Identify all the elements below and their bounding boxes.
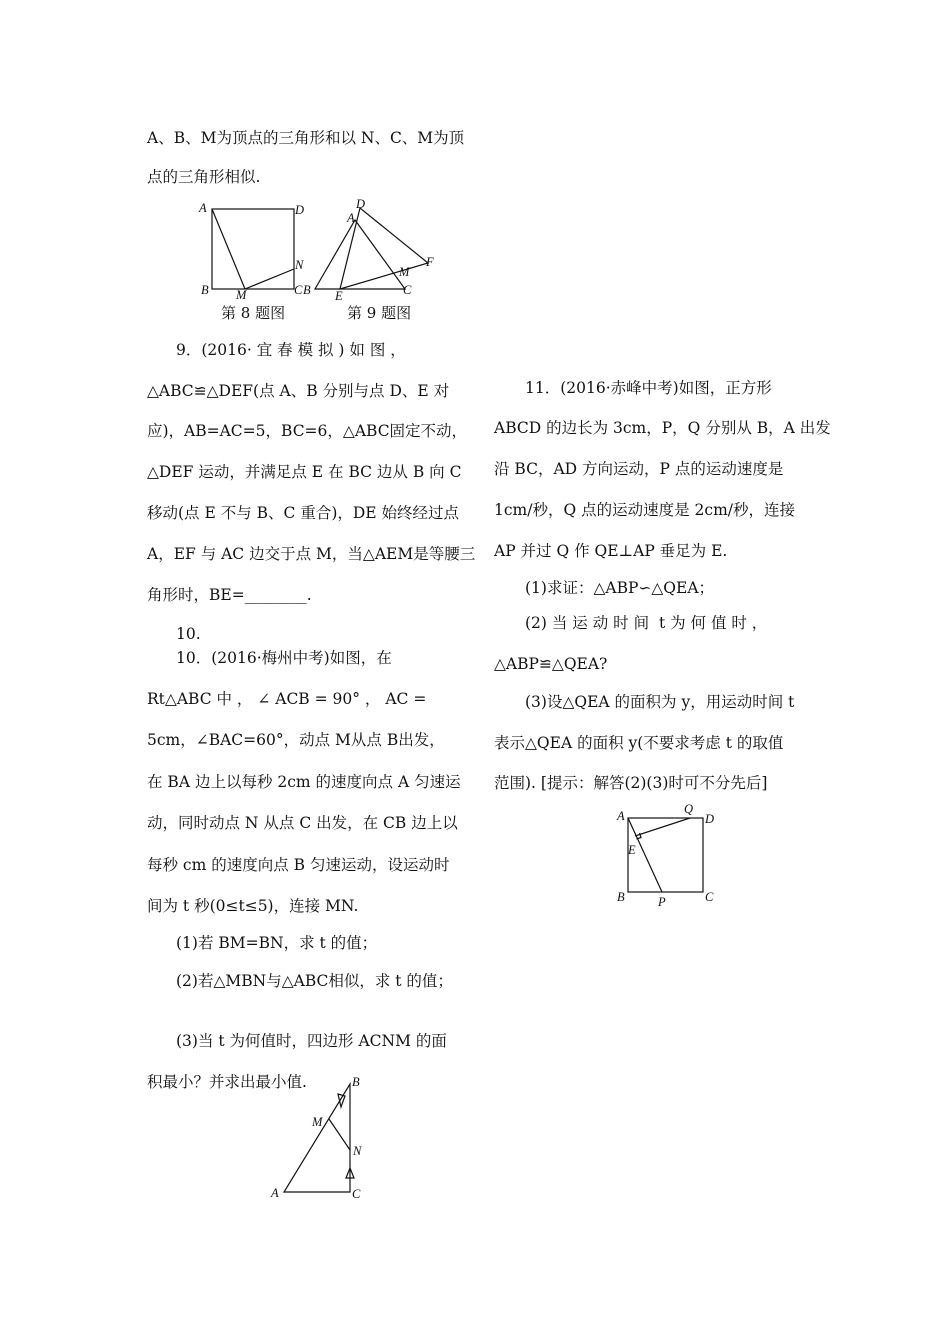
q11-line: 1cm/秒，Q 点的运动速度是 2cm/秒，连接: [494, 501, 795, 519]
q11-part: (1)求证：△ABP∽△QEA；: [525, 579, 715, 597]
q10-line: Rt△ABC 中 ， ∠ ACB = 90° ， AC =: [147, 690, 427, 708]
q10-line: 间为 t 秒(0≤t≤5)，连接 MN.: [147, 897, 359, 915]
q10-line: 在 BA 边上以每秒 2cm 的速度向点 A 匀速运: [147, 773, 461, 791]
q10-line: 10．(2016·梅州中考)如图，在: [176, 649, 392, 667]
intro-line-1: A、B、M为顶点的三角形和以 N、C、M为顶: [147, 129, 465, 147]
q9-line: 9．(2016· 宜 春 模 拟 ) 如 图 ，: [176, 341, 406, 359]
q9-line: △ABC≌△DEF(点 A、B 分别与点 D、E 对: [147, 382, 450, 400]
q11-line: ABCD 的边长为 3cm，P，Q 分别从 B，A 出发: [494, 419, 831, 437]
fig9-label-C: C: [403, 283, 412, 297]
fig11-label-A: A: [617, 809, 625, 823]
fig8-label-A: A: [199, 201, 207, 215]
fig11-label-C: C: [705, 890, 714, 904]
fig9-caption: 第 9 题图: [347, 304, 412, 322]
fig8-label-C: C: [294, 283, 303, 297]
fig9-label-D: D: [356, 197, 366, 211]
fig10-label-C: C: [352, 1187, 361, 1201]
q11-part: 表示△QEA 的面积 y(不要求考虑 t 的取值: [494, 734, 784, 752]
fig11-label-D: D: [705, 812, 715, 826]
fig9-label-M: M: [399, 265, 410, 279]
q11-line: 沿 BC，AD 方向运动，P 点的运动速度是: [494, 460, 784, 478]
q10-part: (1)若 BM=BN，求 t 的值；: [176, 934, 378, 952]
intro-line-2: 点的三角形相似.: [147, 168, 261, 186]
figure-9-diagram: [300, 196, 445, 302]
fig8-label-M: M: [236, 288, 247, 302]
fig9-label-B: B: [303, 283, 311, 297]
fig10-label-A: A: [271, 1186, 279, 1200]
q11-part: △ABP≌△QEA?: [494, 655, 608, 673]
fig8-label-N: N: [295, 258, 304, 272]
q11-part: 范围). [提示：解答(2)(3)时可不分先后]: [494, 774, 768, 792]
fig8-caption: 第 8 题图: [221, 304, 286, 322]
fig11-label-B: B: [617, 890, 625, 904]
q11-part: (2) 当 运 动 时 间 t 为 何 值 时 ，: [525, 614, 768, 632]
figure-11-diagram: [612, 800, 732, 910]
fig8-label-B: B: [201, 283, 209, 297]
q11-part: (3)设△QEA 的面积为 y，用运动时间 t: [525, 693, 795, 711]
q9-line: A，EF 与 AC 边交于点 M，当△AEM是等腰三: [147, 545, 476, 563]
q10-line: 每秒 cm 的速度向点 B 匀速运动，设运动时: [147, 856, 450, 874]
fig11-label-E: E: [628, 843, 636, 857]
q10-line: 动，同时动点 N 从点 C 出发，在 CB 边上以: [147, 814, 458, 832]
fig9-label-A: A: [347, 211, 355, 225]
q11-line: 11．(2016·赤峰中考)如图，正方形: [525, 379, 772, 397]
figure-10-diagram: [262, 1070, 372, 1205]
fig9-label-F: F: [426, 255, 434, 269]
fig11-label-Q: Q: [684, 802, 694, 816]
q10-part: 积最小？并求出最小值.: [147, 1073, 307, 1091]
fig10-label-M: M: [312, 1115, 323, 1129]
fig10-label-N: N: [353, 1144, 362, 1158]
q9-line: 移动(点 E 不与 B、C 重合)，DE 始终经过点: [147, 504, 460, 522]
q9-line: 应)，AB=AC=5，BC=6，△ABC固定不动，: [147, 422, 468, 440]
q10-line: 5cm，∠BAC=60°，动点 M从点 B出发，: [147, 731, 445, 749]
q9-line: △DEF 运动，并满足点 E 在 BC 边从 B 向 C: [147, 463, 462, 481]
fig10-label-B: B: [352, 1075, 360, 1089]
fig9-label-E: E: [335, 289, 343, 302]
fig11-label-P: P: [658, 895, 666, 909]
q9-line: 角形时，BE=________.: [147, 586, 312, 604]
q10-part: (3)当 t 为何值时，四边形 ACNM 的面: [176, 1032, 447, 1050]
fig8-label-D: D: [295, 203, 305, 217]
q11-line: AP 并过 Q 作 QE⊥AP 垂足为 E.: [494, 542, 728, 560]
q10-part: (2)若△MBN与△ABC相似，求 t 的值；: [176, 972, 453, 990]
q10-number-blank: 10.: [176, 625, 201, 643]
figure-8-diagram: [195, 196, 310, 302]
